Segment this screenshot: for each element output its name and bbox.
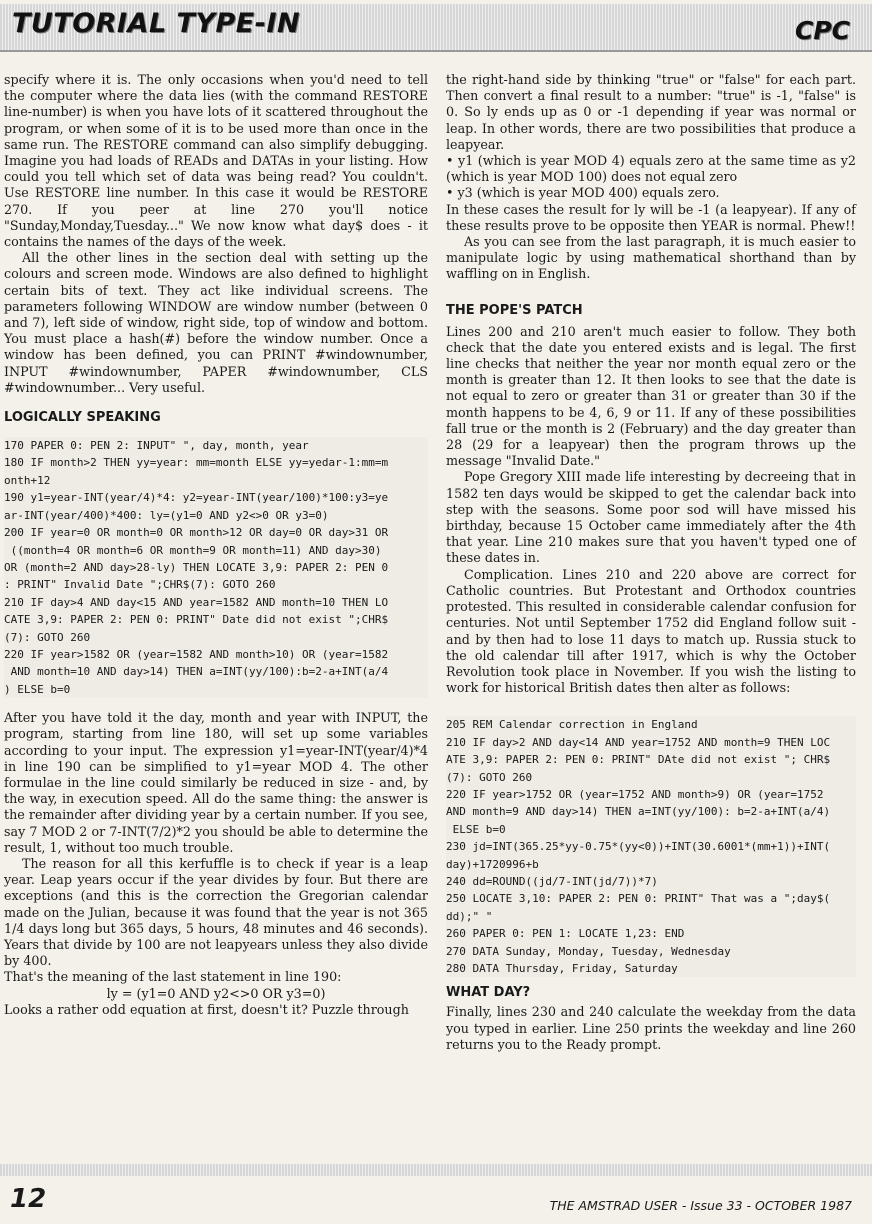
bullet-item: • y3 (which is year MOD 400) equals zero. [446, 185, 720, 201]
section-title: TUTORIAL TYPE-IN [12, 8, 301, 39]
paragraph: That's the meaning of the last statement in line 190: [4, 969, 342, 985]
left-column [4, 72, 428, 1018]
code-listing: 170 PAPER 0: PEN 2: INPUT" ", day, month, year 180 IF month>2 THEN yy=year: mm=month ELSE yy=yedar-1:mm=m onth+12 190 y1=year-INT(year/4)*4: y2=year-INT(year/100)*100:y3=ye ar-INT(year/400)*400: ly=(y1=0 AND y2<>0 OR y3=0) 200 IF year=0 OR month=0 OR month>12 OR day=0 OR day>31 OR ((month=4 OR month=6 OR month=9 OR month=11) AND day>30) OR (month=2 AND day>28-ly) THEN LOCATE 3,9: PAPER 2: PEN 0 : PRINT" Invalid Date ";CHR$(7): GOTO 260 210 IF day>4 AND day<15 AND year=1582 AND month=10 THEN LO CATE 3,9: PAPER 2: PEN 0: PRINT" Date did not exist ";CHR$ (7): GOTO 260 220 IF year>1582 OR (year=1582 AND month>10) OR (year=1582 AND month=10 AND day>14) THEN a=INT(yy/100):b=2-a+INT(a/4 ) ELSE b=0 [4, 439, 389, 696]
magazine-credit: THE AMSTRAD USER - Issue 33 - OCTOBER 1987 [549, 1198, 852, 1213]
section-heading: WHAT DAY? [446, 985, 531, 1001]
paragraph: Pope Gregory XIII made life interesting by decreeing that in 1582 ten days would be skipped to get the calendar back into step with the seasons. Some poor sod will have missed his birthday, because 15 October came immediately after the 4th that year. Line 210 makes sure that you haven't typed one of these dates in. [446, 469, 856, 566]
paragraph: Looks a rather odd equation at first, doesn't it? Puzzle through [4, 1001, 409, 1017]
paragraph: Complication. Lines 210 and 220 above are correct for Catholic countries. But Protestant and Orthodox countries protested. This resulted in considerable calendar confusion for centuries. Not until September 1752 did England follow suit - and by then had to lose 11 days to match up. Russia stuck to the old calendar till after 1917, which is why the October Revolution took place in November. If you wish the listing to work for historical British dates then alter as follows: [446, 566, 856, 696]
paragraph: After you have told it the day, month and year with INPUT, the program, starting from line 180, will set up some variables according to your input. The expression y1=year-INT(year/4)*4 in line 190 can be simplified to y1=year MOD 4. The other formulae in the line could similarly be reduced in size - and, by the way, in execution speed. All do the same thing: the answer is the remainder after dividing year by a certain number. If you see, say 7 MOD 2 or 7-INT(7/2)*2 you should be able to determine the result, 1, without too much trouble. [4, 710, 428, 855]
paragraph: The reason for all this kerfuffle is to check if year is a leap year. Leap years occur if the year divides by four. But there are exceptions (and this is the correction the Gregorian calendar made on the Julian, because it was found that the year is not 365 1/4 days long but 365 days, 5 hours, 48 minutes and 46 seconds). Years that divide by 100 are not leapyears unless they also divide by 400. [4, 855, 428, 969]
right-column [446, 72, 856, 1053]
formula: ly = (y1=0 AND y2<>0 OR y3=0) [106, 985, 326, 1001]
section-heading: THE POPE'S PATCH [446, 302, 583, 318]
page-header [0, 0, 872, 60]
paragraph: specify where it is. The only occasions when you'd need to tell the computer where the data lies (with the command RESTORE line-number) is when you have lots of it scattered throughout the program, or when some of it is to be used more than once in the same run. The RESTORE command can also simplify debugging. Imagine you had loads of READs and DATAs in your listing. How could you tell which set of data was being read? You couldn't. Use RESTORE line number. In this case it would be RESTORE 270. If you peer at line 270 you'll notice "Sunday,Monday,Tuesday..." We now know what day$ does - it contains the names of the days of the week. [4, 72, 428, 250]
section-heading: LOGICALLY SPEAKING [4, 410, 161, 426]
paragraph: In these cases the result for ly will be -1 (a leapyear). If any of these results prove to be opposite then YEAR is normal. Phew!! [446, 201, 856, 233]
paragraph: Lines 200 and 210 aren't much easier to follow. They both check that the date you entered exists and is legal. The first line checks that neither the year nor month equal zero or the month is greater than 12. It then looks to see that the date is not equal to zero or greater than 31 or greater than 30 if the month happens to be 4, 6, 9 or 11. If any of these possibilities fall true or the month is 2 (February) and the day greater than 28 (29 for a leapyear) then the program throws up the message "Invalid Date." [446, 323, 856, 469]
paragraph: the right-hand side by thinking "true" or "false" for each part. Then convert a final result to a number: "true" is -1, "false" is 0. So ly ends up as 0 or -1 depending if year was normal or leap. In other words, there are two possibilities that produce a leapyear. [446, 72, 856, 152]
paragraph: All the other lines in the section deal with setting up the colours and screen mode. Windows are also defined to highlight certain bits of text. They act like individual screens. The parameters following WINDOW are window number (between 0 and 7), left side of window, right side, top of window and bottom. You must place a hash(#) before the window number. Once a window has been defined, you can PRINT #windownumber, INPUT #windownumber, PAPER #windownumber, CLS #windownumber... Very useful. [4, 250, 428, 395]
platform-tag: CPC [794, 16, 850, 45]
footer-bar [0, 1164, 872, 1176]
paragraph: As you can see from the last paragraph, it is much easier to manipulate logic by using mathematical shorthand than by waffling on in English. [446, 234, 856, 282]
page-number: 12 [10, 1184, 47, 1214]
code-listing: 205 REM Calendar correction in England 210 IF day>2 AND day<14 AND year=1752 AND month=9 THEN LOC ATE 3,9: PAPER 2: PEN 0: PRINT" DAte did not exist "; CHR$ (7): GOTO 260 220 IF year>1752 OR (year=1752 AND month>9) OR (year=1752 AND month=9 AND day>14) THEN a=INT(yy/100): b=2-a+INT(a/4) ELSE b=0 230 jd=INT(365.25*yy-0.75*(yy<0))+INT(30.6001*(mm+1))+INT( day)+1720996+b 240 dd=ROUND((jd/7-INT(jd/7))*7) 250 LOCATE 3,10: PAPER 2: PEN 0: PRINT" That was a ";day$( dd);" " 260 PAPER 0: PEN 1: LOCATE 1,23: END 270 DATA Sunday, Monday, Tuesday, Wednesday 280 DATA Thursday, Friday, Saturday [446, 718, 831, 975]
page-footer [0, 1160, 872, 1224]
bullet-item: • y1 (which is year MOD 4) equals zero at the same time as y2 (which is year MOD 100) does not equal zero [446, 153, 856, 185]
paragraph: Finally, lines 230 and 240 calculate the weekday from the data you typed in earlier. Line 250 prints the weekday and line 260 returns you to the Ready prompt. [446, 1004, 856, 1052]
